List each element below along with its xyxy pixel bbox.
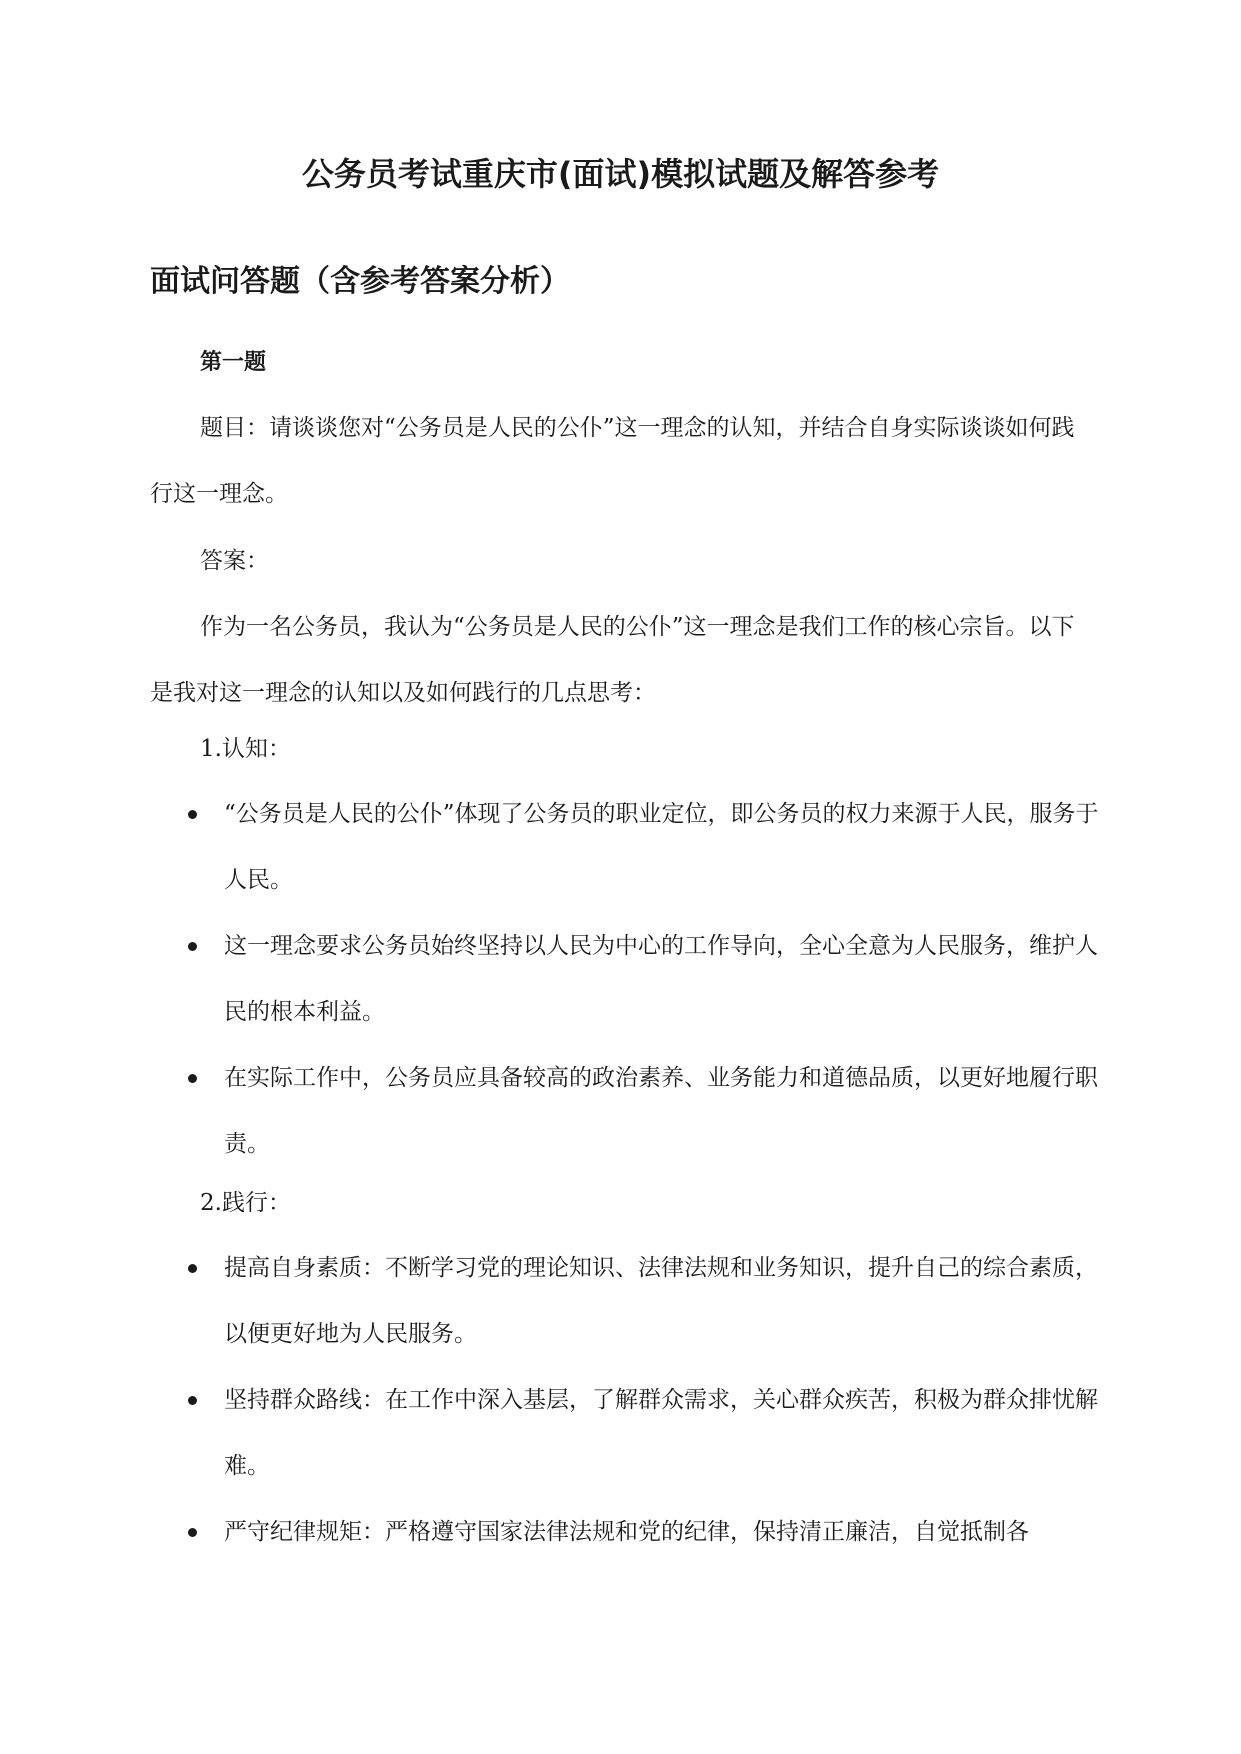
- list-item: [150, 1367, 1100, 1499]
- list-item: [150, 913, 1100, 1045]
- bullet-icon: [188, 1074, 197, 1083]
- document-title: 公务员考试重庆市(面试)模拟试题及解答参考: [301, 155, 940, 193]
- bullet-icon: [188, 942, 197, 951]
- list-item-text: 提高自身素质：不断学习党的理论知识、法律法规和业务知识，提升自己的综合素质，以便更好地为人民服务。: [224, 1255, 1098, 1347]
- answer-intro: 作为一名公务员，我认为“公务员是人民的公仆”这一理念是我们工作的核心宗旨。以下是我对这一理念的认知以及如何践行的几点思考：: [150, 614, 1075, 706]
- list-item: [150, 1045, 1100, 1177]
- part2-label: 2.践行：: [200, 1190, 291, 1216]
- question-heading: 第一题: [200, 350, 267, 375]
- list-item-text: “公务员是人民的公仆”体现了公务员的职业定位，即公务员的权力来源于人民，服务于人民。: [224, 801, 1099, 893]
- part1-label: 1.认知：: [200, 736, 291, 762]
- list-item-text: 严守纪律规矩：严格遵守国家法律法规和党的纪律，保持清正廉洁，自觉抵制各: [224, 1519, 1029, 1545]
- answer-label: 答案：: [200, 548, 269, 574]
- list-item: [150, 781, 1100, 913]
- section-heading: 面试问答题（含参考答案分析）: [150, 264, 570, 299]
- list-item-text: 在实际工作中，公务员应具备较高的政治素养、业务能力和道德品质，以更好地履行职责。: [224, 1065, 1098, 1157]
- question-text: 题目：请谈谈您对“公务员是人民的公仆”这一理念的认知，并结合自身实际谈谈如何践行这一理念。: [150, 415, 1075, 507]
- bullet-icon: [188, 1264, 197, 1273]
- list-item-text: 坚持群众路线：在工作中深入基层，了解群众需求，关心群众疾苦，积极为群众排忧解难。: [224, 1387, 1098, 1479]
- list-item-text: 这一理念要求公务员始终坚持以人民为中心的工作导向，全心全意为人民服务，维护人民的根本利益。: [224, 933, 1098, 1025]
- bullet-icon: [188, 1396, 197, 1405]
- bullet-icon: [188, 810, 197, 819]
- list-item: [150, 1235, 1100, 1367]
- part1-list: [150, 781, 1100, 1177]
- list-item: [150, 1499, 1100, 1565]
- part2-list: [150, 1235, 1100, 1565]
- bullet-icon: [188, 1528, 197, 1537]
